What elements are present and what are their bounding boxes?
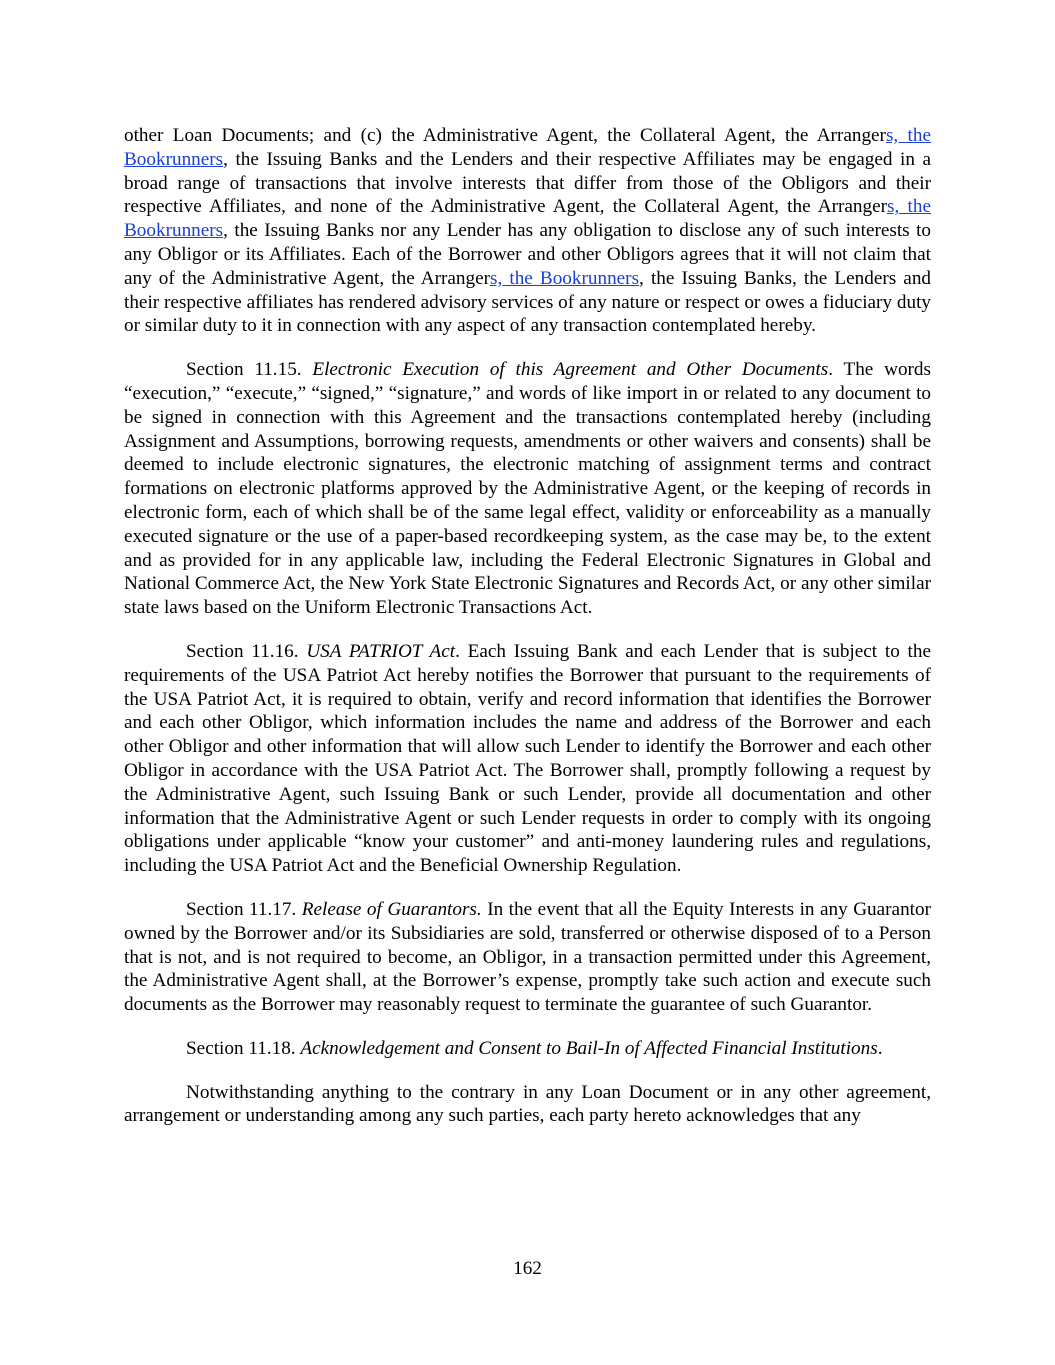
section-number: Section 11.16. [186,640,307,662]
section-11-15 [124,358,931,620]
paragraph-text: other Loan Documents; and (c) the Administrative Agent, the Collateral Agent, the Arranger [124,125,886,146]
inserted-text-bookrunners[interactable]: s, the Bookrunners [490,267,640,289]
paragraph-continuation [124,124,931,338]
paragraph-text: , the Issuing Banks nor any Lender has any obligation to disclose any of such interests to any Obligor or its Affiliates. Each of the Borrower and other Obligors agrees that it will not claim that any of the Administrative Agent, the Arranger [124,220,931,289]
paragraph-text: , the Issuing Banks and the Lenders and their respective Affiliates may be engaged in a broad range of transactions that involve interests that differ from those of the Obligors and their respective Affiliates, and none of the Administrative Agent, the Collateral Agent, the Arranger [124,148,931,218]
section-number: Section 11.15. [186,359,313,381]
section-body: In the event that all the Equity Interests in any Guarantor owned by the Borrower and/or its Subsidiaries are sold, transferred or otherwise disposed of to a Person that is not, and is not required to become, an Obligor, in a transaction permitted under this Agreement, the Administrative Agent shall, at the Borrower’s expense, promptly take such action and execute such documents as the Borrower may reasonably request to terminate the guarantee of such Guarantor. [124,898,931,1016]
section-body: . Each Issuing Bank and each Lender that is subject to the requirements of the USA Patriot Act hereby notifies the Borrower that pursuant to the requirements of the USA Patriot Act, it is required to obtain, verify and record information that identifies the Borrower and each other Obligor, which information includes the name and address of the Borrower and each other Obligor and other information that will allow such Lender to identify the Borrower and each other Obligor in accordance with the USA Patriot Act. The Borrower shall, promptly following a request by the Administrative Agent, such Issuing Bank or such Lender, provide all documentation and other information that the Administrative Agent or such Lender requests in order to comply with its ongoing obligations under applicable “know your customer” and anti-money laundering rules and regulations, including the USA Patriot Act and the Beneficial Ownership Regulation. [124,640,931,877]
section-number: Section 11.18. [186,1037,301,1059]
section-body: . The words “execution,” “execute,” “signed,” “signature,” and words of like import in or related to any document to be signed in connection with this Agreement and the transactions contemplated hereby (including Assignment and Assumptions, borrowing requests, amendments or other waivers and consents) shall be deemed to include electronic signatures, the electronic matching of assignment terms and contract formations on electronic platforms approved by the Administrative Agent, or the keeping of records in electronic form, each of which shall be of the same legal effect, validity or enforceability as a manually executed signature or the use of a paper-based recordkeeping system, as the case may be, to the extent and as provided for in any applicable law, including the Federal Electronic Signatures in Global and National Commerce Act, the New York State Electronic Signatures and Records Act, or any other similar state laws based on the Uniform Electronic Transactions Act. [124,359,931,619]
section-11-18 [124,1037,931,1061]
paragraph-notwithstanding: Notwithstanding anything to the contrary in any Loan Document or in any other agreement, arrangement or understanding among any such parties, each party hereto acknowledges that any [124,1081,931,1127]
inserted-text-bookrunners[interactable]: s, the Bookrunners [124,125,931,170]
section-heading: USA PATRIOT Act [306,640,456,662]
section-heading: Acknowledgement and Consent to Bail-In of Affected Financial Institutions [300,1037,878,1059]
section-number: Section 11.17. [186,898,302,920]
section-heading: Release of Guarantors. [301,898,482,920]
document-page [124,124,931,1148]
section-11-16 [124,640,931,878]
paragraph-text: , the Issuing Banks, the Lenders and their respective affiliates has rendered advisory services of any nature or respect or owes a fiduciary duty or similar duty to it in connection with any aspect of any transaction contemplated hereby. [124,267,932,337]
section-heading-end: . [877,1037,883,1059]
section-11-17 [124,898,931,1017]
inserted-text-bookrunners[interactable]: s, the Bookrunners [124,196,931,242]
section-heading: Electronic Execution of this Agreement and Other Documents [312,359,829,381]
page-number: 162 [513,1258,542,1279]
